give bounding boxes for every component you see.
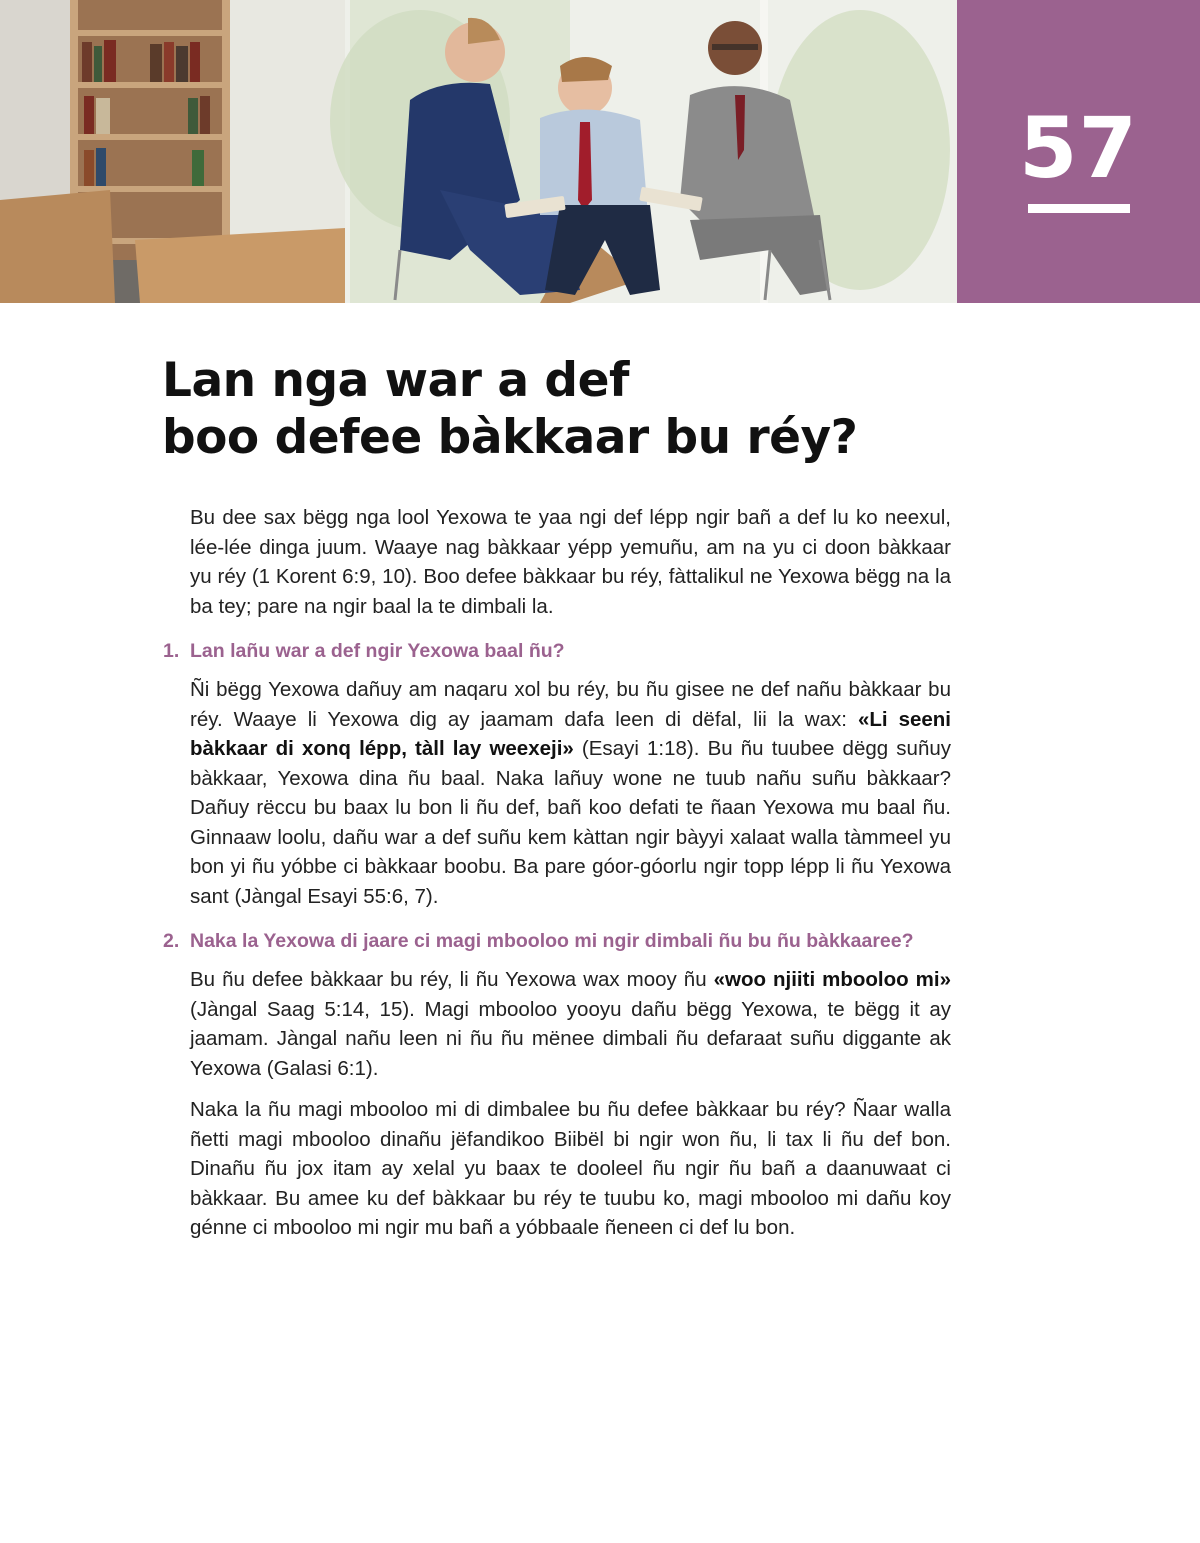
lesson-number: 57 [1019, 99, 1138, 197]
text-run: Ñi bëgg Yexowa dañuy am naqaru xol bu réy, bu ñu gisee ne def nañu bàkkaar bu réy. Waaye li Yexowa dig ay jaamam dafa leen di dëfal, lii la wax: [190, 678, 951, 731]
scripture-quote: «Li seeni bàkkaar di xonq lépp, tàll lay weexeji» [190, 707, 951, 760]
question-2 [163, 927, 951, 956]
lesson-badge [957, 0, 1200, 303]
question-2-text: Naka la Yexowa di jaare ci magi mbooloo mi ngir dimbali ñu bu ñu bàkkaaree? [190, 930, 914, 952]
text-run: (Jàngal Saag 5:14, 15). Magi mbooloo yooyu dañu bëgg Yexowa, te bëgg it ay jaamam. Jàngal nañu leen ni ñu ñu mënee dimbali ñu defaraat suñu diggante ak Yexowa (Galasi 6:1). [190, 997, 951, 1080]
question-1-number: 1. [163, 640, 180, 662]
title-line-2: boo defee bàkkaar bu réy? [162, 410, 858, 465]
question-1 [163, 637, 951, 666]
title-line-1: Lan nga war a def [162, 353, 629, 408]
text-run: (Esayi 1:18). Bu ñu tuubee dëgg suñuy bàkkaar, Yexowa dina ñu baal. Naka lañuy wone ne tuub nañu suñu bàkkaar? Dañuy rëccu bu baax lu bon li ñu def, bañ koo defati te ñaan Yexowa mu baal ñu. Ginnaaw loolu, dañu war a def suñu kem kàttan ngir bàyyi xalaat walla tàmmeel yu bon yi ñu yóbbe ci bàkkaar boobu. Ba pare góor-góorlu ngir topp lépp li ñu Yexowa sant (Jàngal Esayi 55:6, 7). [190, 737, 951, 908]
section-1-paragraph-1 [190, 675, 951, 911]
page-title [162, 352, 962, 466]
text-run: Naka la ñu magi mbooloo mi di dimbalee bu ñu defee bàkkaar bu réy? Ñaar walla ñetti magi mbooloo dinañu jëfandikoo Biibël bi ngir won ñu, li tax li ñu def bon. Dinañu ñu jox itam ay xelal yu baax te dooleel ñu ngir ñu bañ a daanuwaat ci bàkkaar. Bu amee ku def bàkkaar bu réy te tuubu ko, magi mbooloo mi dañu koy génne ci mbooloo mi ngir mu bañ a yóbbaale ñeneen ci def lu bon. [190, 1098, 951, 1239]
section-2-paragraph-1 [190, 965, 951, 1083]
scripture-quote: «woo njiiti mbooloo mi» [713, 968, 952, 991]
lesson-content [163, 503, 951, 1255]
text-run: Bu ñu defee bàkkaar bu réy, li ñu Yexowa wax mooy ñu [190, 968, 714, 991]
lesson-number-underline [1028, 204, 1130, 213]
header-photo [0, 0, 957, 303]
question-2-number: 2. [163, 930, 180, 952]
section-2-paragraph-2 [190, 1095, 951, 1243]
intro-paragraph: Bu dee sax bëgg nga lool Yexowa te yaa ngi def lépp ngir bañ a def lu ko neexul, lée-lée dinga juum. Waaye nag bàkkaar yépp yemuñu, am na yu ci doon bàkkaar yu réy (1 Korent 6:9, 10). Boo defee bàkkaar bu réy, fàttalikul ne Yexowa bëgg na la ba tey; pare na ngir baal la te dimbali la. [190, 506, 951, 618]
question-1-text: Lan lañu war a def ngir Yexowa baal ñu? [190, 640, 565, 662]
